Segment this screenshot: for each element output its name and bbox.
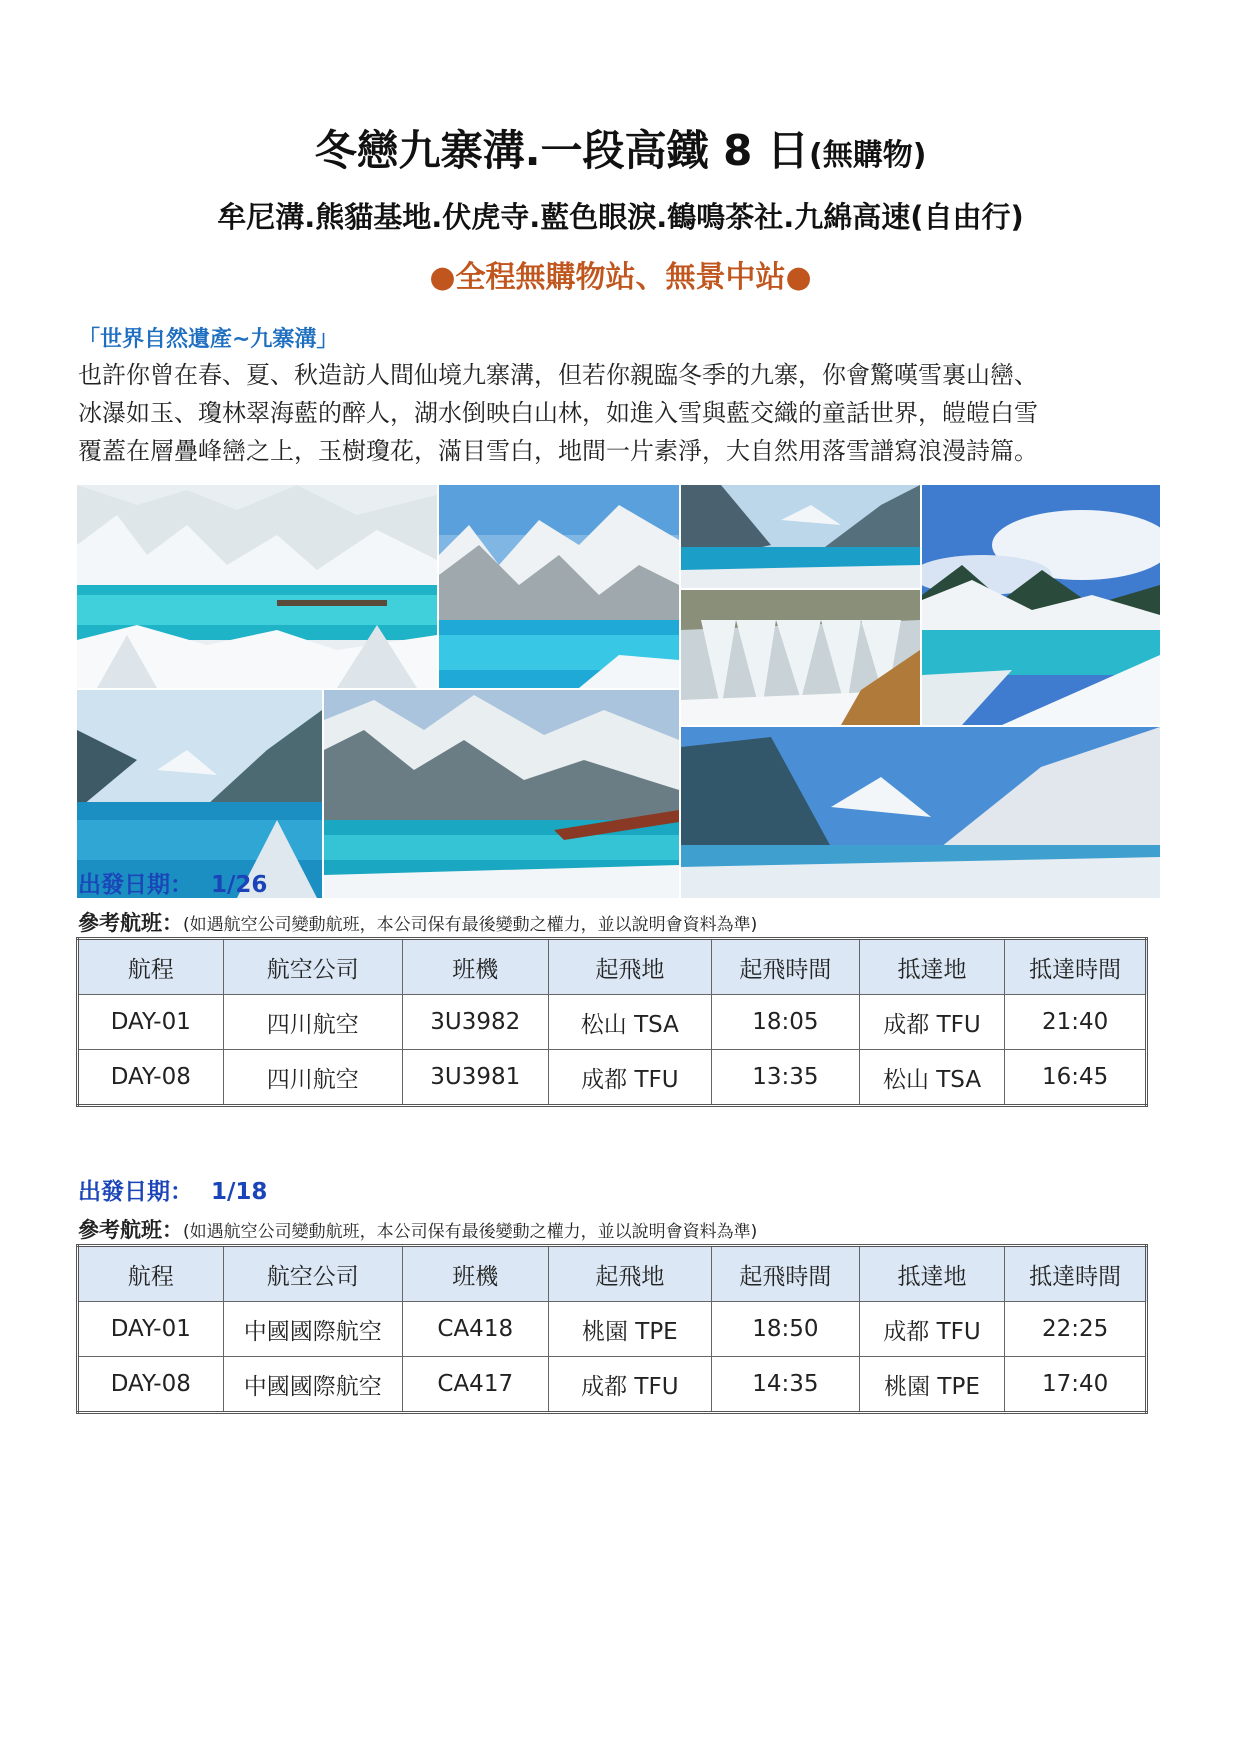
departure-date-value: 1/26 (211, 872, 268, 898)
intro-line: 覆蓋在層疊峰巒之上，玉樹瓊花，滿目雪白，地間一片素淨，大自然用落雪譜寫浪漫詩篇。 (78, 437, 1038, 465)
table-cell: 18:50 (712, 1302, 860, 1357)
table-row (78, 1357, 1147, 1413)
column-header: 航程 (78, 939, 224, 995)
table-cell: 14:35 (712, 1357, 860, 1413)
table-cell: 四川航空 (223, 995, 402, 1050)
table-cell: 松山 TSA (548, 995, 711, 1050)
column-header: 起飛時間 (712, 939, 860, 995)
flight-note-label: 參考航班： (78, 911, 183, 935)
column-header: 抵達地 (859, 1246, 1005, 1302)
table-row (78, 1302, 1147, 1357)
table-header-row (78, 1246, 1147, 1302)
photo-mountain-lake (681, 485, 920, 588)
table-cell: 17:40 (1005, 1357, 1147, 1413)
table-cell: 中國國際航空 (223, 1357, 402, 1413)
intro-line: 也許你曾在春、夏、秋造訪人間仙境九寨溝，但若你親臨冬季的九寨，你會驚嘆雪裏山巒、 (78, 361, 1038, 389)
departure-label: 出發日期： (78, 872, 193, 898)
photo-blue-lake-forest (439, 485, 679, 688)
departure-date-2 (78, 1173, 267, 1206)
table-row (78, 1050, 1147, 1106)
table-cell: 13:35 (712, 1050, 860, 1106)
table-cell: 成都 TFU (859, 995, 1005, 1050)
table-cell: 桃園 TPE (548, 1302, 711, 1357)
departure-label: 出發日期： (78, 1179, 193, 1205)
table-cell: DAY-08 (78, 1357, 224, 1413)
table-cell: 成都 TFU (859, 1302, 1005, 1357)
column-header: 起飛時間 (712, 1246, 860, 1302)
intro-line: 冰瀑如玉、瓊林翠海藍的醉人，湖水倒映白山林，如進入雪與藍交織的童話世界，皚皚白雪 (78, 399, 1038, 427)
table-cell: DAY-01 (78, 995, 224, 1050)
flight-note-label: 參考航班： (78, 1218, 183, 1242)
flight-note-text: (如遇航空公司變動航班，本公司保有最後變動之權力，並以說明會資料為準) (183, 915, 758, 935)
column-header: 抵達地 (859, 939, 1005, 995)
table-cell: 成都 TFU (548, 1357, 711, 1413)
title-suffix: (無購物) (809, 138, 927, 173)
table-cell: 中國國際航空 (223, 1302, 402, 1357)
departure-date-1 (78, 866, 267, 899)
flight-table-1 (76, 937, 1148, 1107)
table-cell: CA418 (402, 1302, 548, 1357)
table-cell: 四川航空 (223, 1050, 402, 1106)
photo-snow-valley (681, 727, 1160, 898)
table-cell: DAY-08 (78, 1050, 224, 1106)
table-cell: 22:25 (1005, 1302, 1147, 1357)
table-cell: 3U3982 (402, 995, 548, 1050)
table-row (78, 995, 1147, 1050)
flight-table-2 (76, 1244, 1148, 1414)
table-cell: DAY-01 (78, 1302, 224, 1357)
title-main: 冬戀九寨溝.一段高鐵 8 日 (314, 126, 809, 175)
table-cell: 18:05 (712, 995, 860, 1050)
departure-date-value: 1/18 (211, 1179, 268, 1205)
table-header-row (78, 939, 1147, 995)
flight-note-text: (如遇航空公司變動航班，本公司保有最後變動之權力，並以說明會資料為準) (183, 1222, 758, 1242)
table-cell: 16:45 (1005, 1050, 1147, 1106)
intro-paragraph (78, 356, 1168, 470)
column-header: 起飛地 (548, 1246, 711, 1302)
page-title (0, 118, 1241, 178)
column-header: 班機 (402, 939, 548, 995)
table-cell: CA417 (402, 1357, 548, 1413)
column-header: 抵達時間 (1005, 1246, 1147, 1302)
photo-snowy-lake-bridge (77, 485, 437, 688)
table-cell: 21:40 (1005, 995, 1147, 1050)
column-header: 抵達時間 (1005, 939, 1147, 995)
flight-note-1 (78, 907, 757, 937)
column-header: 班機 (402, 1246, 548, 1302)
highlight-banner: ●全程無購物站、無景中站● (429, 260, 812, 295)
photo-forest-boardwalk (324, 690, 679, 898)
table-cell: 3U3981 (402, 1050, 548, 1106)
intro-heading: 「世界自然遺產~九寨溝」 (78, 327, 339, 352)
photo-sky-lake-shore (922, 485, 1160, 725)
column-header: 航空公司 (223, 939, 402, 995)
column-header: 起飛地 (548, 939, 711, 995)
table-cell: 成都 TFU (548, 1050, 711, 1106)
table-cell: 桃園 TPE (859, 1357, 1005, 1413)
page-subtitle: 牟尼溝.熊貓基地.伏虎寺.藍色眼淚.鶴鳴茶社.九綿高速(自由行) (217, 200, 1024, 234)
photo-frozen-waterfall (681, 590, 920, 725)
flight-note-2 (78, 1214, 757, 1244)
column-header: 航空公司 (223, 1246, 402, 1302)
column-header: 航程 (78, 1246, 224, 1302)
photo-collage (77, 485, 1160, 898)
table-cell: 松山 TSA (859, 1050, 1005, 1106)
